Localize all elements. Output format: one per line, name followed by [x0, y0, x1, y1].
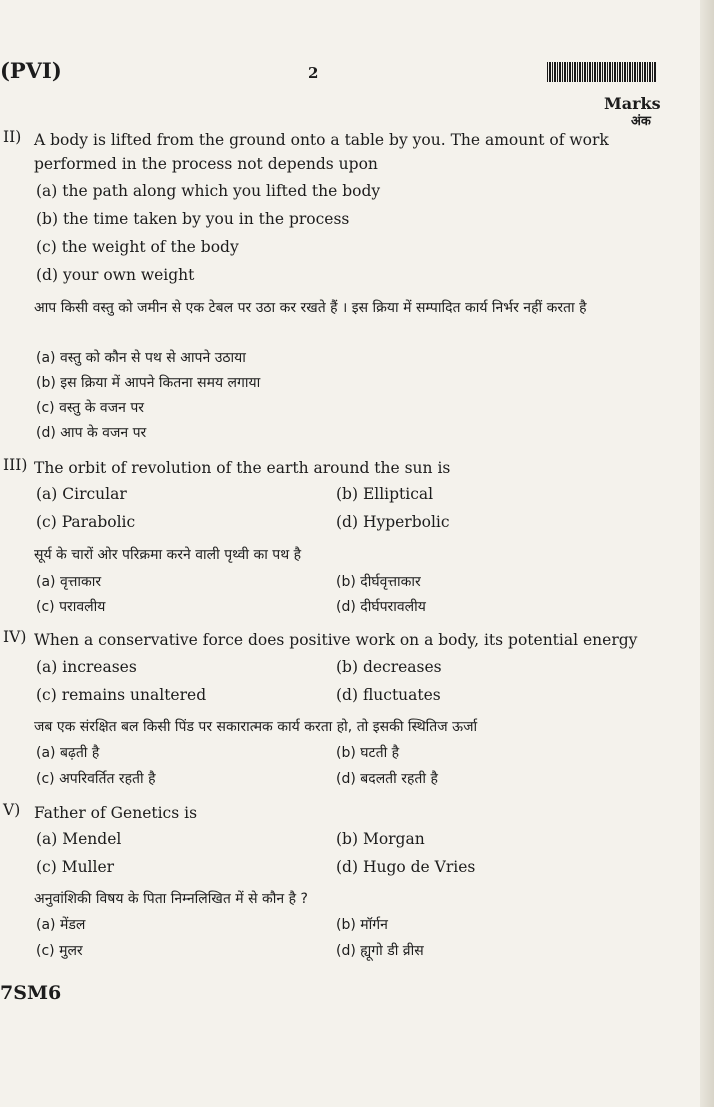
- option-hindi: (c) परावलीय: [36, 599, 106, 615]
- paper-code: (PVI): [0, 58, 62, 83]
- option: (d) fluctuates: [336, 686, 441, 704]
- option: (c) remains unaltered: [36, 686, 207, 704]
- option: (b) decreases: [336, 658, 442, 676]
- option: (b) the time taken by you in the process: [36, 210, 350, 228]
- option: (c) Muller: [36, 858, 115, 876]
- option: (c) Parabolic: [36, 513, 136, 531]
- page-number: 2: [308, 64, 319, 82]
- page-edge: [700, 0, 714, 1107]
- option: (a) Mendel: [36, 830, 122, 848]
- option-hindi: (c) अपरिवर्तित रहती है: [36, 771, 156, 787]
- option-hindi: (b) घटती है: [336, 745, 400, 761]
- option-hindi: (a) बढ़ती है: [36, 745, 100, 761]
- option-hindi: (b) इस क्रिया में आपने कितना समय लगाया: [36, 375, 261, 391]
- question-text-hindi: जब एक संरक्षित बल किसी पिंड पर सकारात्मक कार्य करता हो, तो इसकी स्थितिज ऊर्जा: [34, 719, 478, 735]
- option: (a) increases: [36, 658, 137, 676]
- option-hindi: (a) वृत्ताकार: [36, 574, 102, 590]
- marks-label: Marks: [604, 94, 661, 113]
- option: (d) your own weight: [36, 266, 195, 284]
- option: (d) Hyperbolic: [336, 513, 450, 531]
- option-hindi: (d) बदलती रहती है: [336, 771, 438, 787]
- question-number: IV): [3, 628, 27, 646]
- option: (d) Hugo de Vries: [336, 858, 476, 876]
- question-text: When a conservative force does positive work on a body, its potential energy: [34, 631, 638, 649]
- question-text-hindi: सूर्य के चारों ओर परिक्रमा करने वाली पृथ्वी का पथ है: [34, 547, 302, 563]
- option: (c) the weight of the body: [36, 238, 239, 256]
- option-hindi: (b) मॉर्गन: [336, 917, 388, 933]
- question-text: A body is lifted from the ground onto a table by you. The amount of work performed in the process not depends upon: [34, 131, 609, 173]
- footer-paper-code: 7SM6: [0, 982, 62, 1004]
- question-text-hindi: आप किसी वस्तु को जमीन से एक टेबल पर उठा कर रखते हैं । इस क्रिया में सम्पादित कार्य निर्भर नहीं करता है: [34, 300, 587, 316]
- option: (b) Morgan: [336, 830, 425, 848]
- option: (a) the path along which you lifted the body: [36, 182, 381, 200]
- question-text: The orbit of revolution of the earth around the sun is: [34, 459, 451, 477]
- question-number: III): [3, 456, 28, 474]
- question-number: II): [3, 128, 22, 146]
- option-hindi: (b) दीर्घवृत्ताकार: [336, 574, 421, 590]
- option-hindi: (c) मुलर: [36, 943, 83, 959]
- marks-label-hindi: अंक: [631, 114, 651, 129]
- option: (b) Elliptical: [336, 485, 434, 503]
- option: (a) Circular: [36, 485, 127, 503]
- question-text: Father of Genetics is: [34, 804, 198, 822]
- option-hindi: (a) मेंडल: [36, 917, 86, 933]
- option-hindi: (d) आप के वजन पर: [36, 425, 147, 441]
- option-hindi: (d) दीर्घपरावलीय: [336, 599, 426, 615]
- option-hindi: (a) वस्तु को कौन से पथ से आपने उठाया: [36, 350, 246, 366]
- option-hindi: (d) ह्यूगो डी व्रीस: [336, 943, 424, 959]
- barcode-icon: [547, 62, 657, 82]
- option-hindi: (c) वस्तु के वजन पर: [36, 400, 145, 416]
- question-text-hindi: अनुवांशिकी विषय के पिता निम्नलिखित में से कौन है ?: [34, 891, 308, 907]
- question-number: V): [3, 801, 21, 819]
